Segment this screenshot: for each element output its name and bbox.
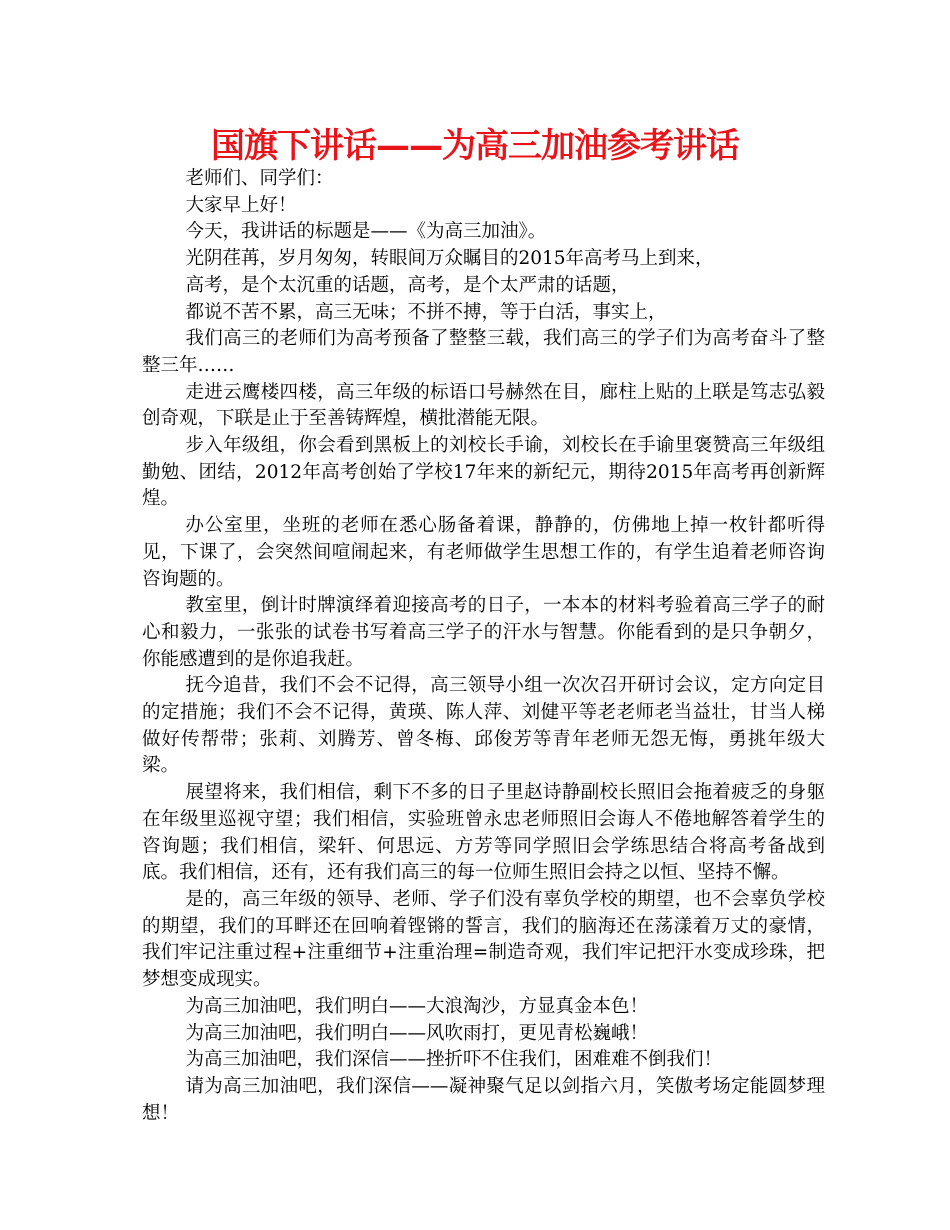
greeting-paragraph: 老师们、同学们： <box>185 168 334 189</box>
document-title: 国旗下讲话——为高三加油参考讲话 <box>211 126 739 166</box>
body-paragraph: 走进云鹰楼四楼，高三年级的标语口号赫然在目，廊柱上贴的上联是笃志弘毅创奇观，下联是止于至善铸辉煌，横批潜能无限。 <box>142 381 825 430</box>
closing-paragraph: 请为高三加油吧，我们深信——凝神聚气足以剑指六月，笑傲考场定能圆梦理想！ <box>142 1075 825 1124</box>
speech-topic-paragraph: 今天，我讲话的标题是——《为高三加油》。 <box>185 221 547 243</box>
body-paragraph: 是的，高三年级的领导、老师、学子们没有辜负学校的期望，也不会辜负学校的期望，我们的耳畔还在回响着铿锵的誓言，我们的脑海还在荡漾着万丈的豪情，我们牢记注重过程+注重细节+注重治理=制造奇观，我们牢记把汗水变成珍珠，把梦想变成现实。 <box>142 888 825 991</box>
body-paragraph: 我们高三的老师们为高考预备了整整三载，我们高三的学子们为高考奋斗了整整三年…… <box>142 328 825 376</box>
document-body <box>142 166 825 1127</box>
good-morning-paragraph: 大家早上好！ <box>185 194 297 216</box>
body-paragraph: 教室里，倒计时牌演绎着迎接高考的日子，一本本的材料考验着高三学子的耐心和毅力，一张张的试卷书写着高三学子的汗水与智慧。你能看到的是只争朝夕，你能感遭到的是你追我赶。 <box>142 595 825 670</box>
body-paragraph: 都说不苦不累，高三无味；不拼不搏，等于白活，事实上， <box>185 301 667 323</box>
body-paragraph: 光阴荏苒，岁月匆匆，转眼间万众瞩目的2015年高考马上到来， <box>185 248 714 270</box>
body-paragraph: 高考，是个太沉重的话题，高考，是个太严肃的话题， <box>185 274 630 296</box>
cheer-paragraph: 为高三加油吧，我们深信——挫折吓不住我们，困难难不倒我们！ <box>185 1049 722 1071</box>
body-paragraph: 步入年级组，你会看到黑板上的刘校长手谕，刘校长在手谕里褒赞高三年级组勤勉、团结，2012年高考创始了学校17年来的新纪元，期待2015年高考再创新辉煌。 <box>142 435 825 510</box>
cheer-paragraph: 为高三加油吧，我们明白——大浪淘沙，方显真金本色！ <box>185 995 648 1017</box>
body-paragraph: 抚今追昔，我们不会不记得，高三领导小组一次次召开研讨会议，定方向定目的定措施；我们不会不记得，黄瑛、陈人萍、刘健平等老老师老当益壮，甘当人梯做好传帮带；张莉、刘腾芳、曾冬梅、邱俊芳等青年老师无怨无悔，勇挑年级大梁。 <box>142 675 825 777</box>
cheer-paragraph: 为高三加油吧，我们明白——风吹雨打，更见青松巍峨！ <box>185 1022 648 1044</box>
body-paragraph: 办公室里，坐班的老师在悉心肠备着课，静静的，仿佛地上掉一枚针都听得见，下课了，会突然间喧闹起来，有老师做学生思想工作的，有学生追着老师咨询咨询题的。 <box>142 515 825 590</box>
body-paragraph: 展望将来，我们相信，剩下不多的日子里赵诗静副校长照旧会拖着疲乏的身躯在年级里巡视守望；我们相信，实验班曾永忠老师照旧会诲人不倦地解答着学生的咨询题；我们相信，梁轩、何思远、方芳等同学照旧会学练思结合将高考备战到底。我们相信，还有，还有我们高三的每一位师生照旧会持之以恒、坚持不懈。 <box>142 782 825 884</box>
